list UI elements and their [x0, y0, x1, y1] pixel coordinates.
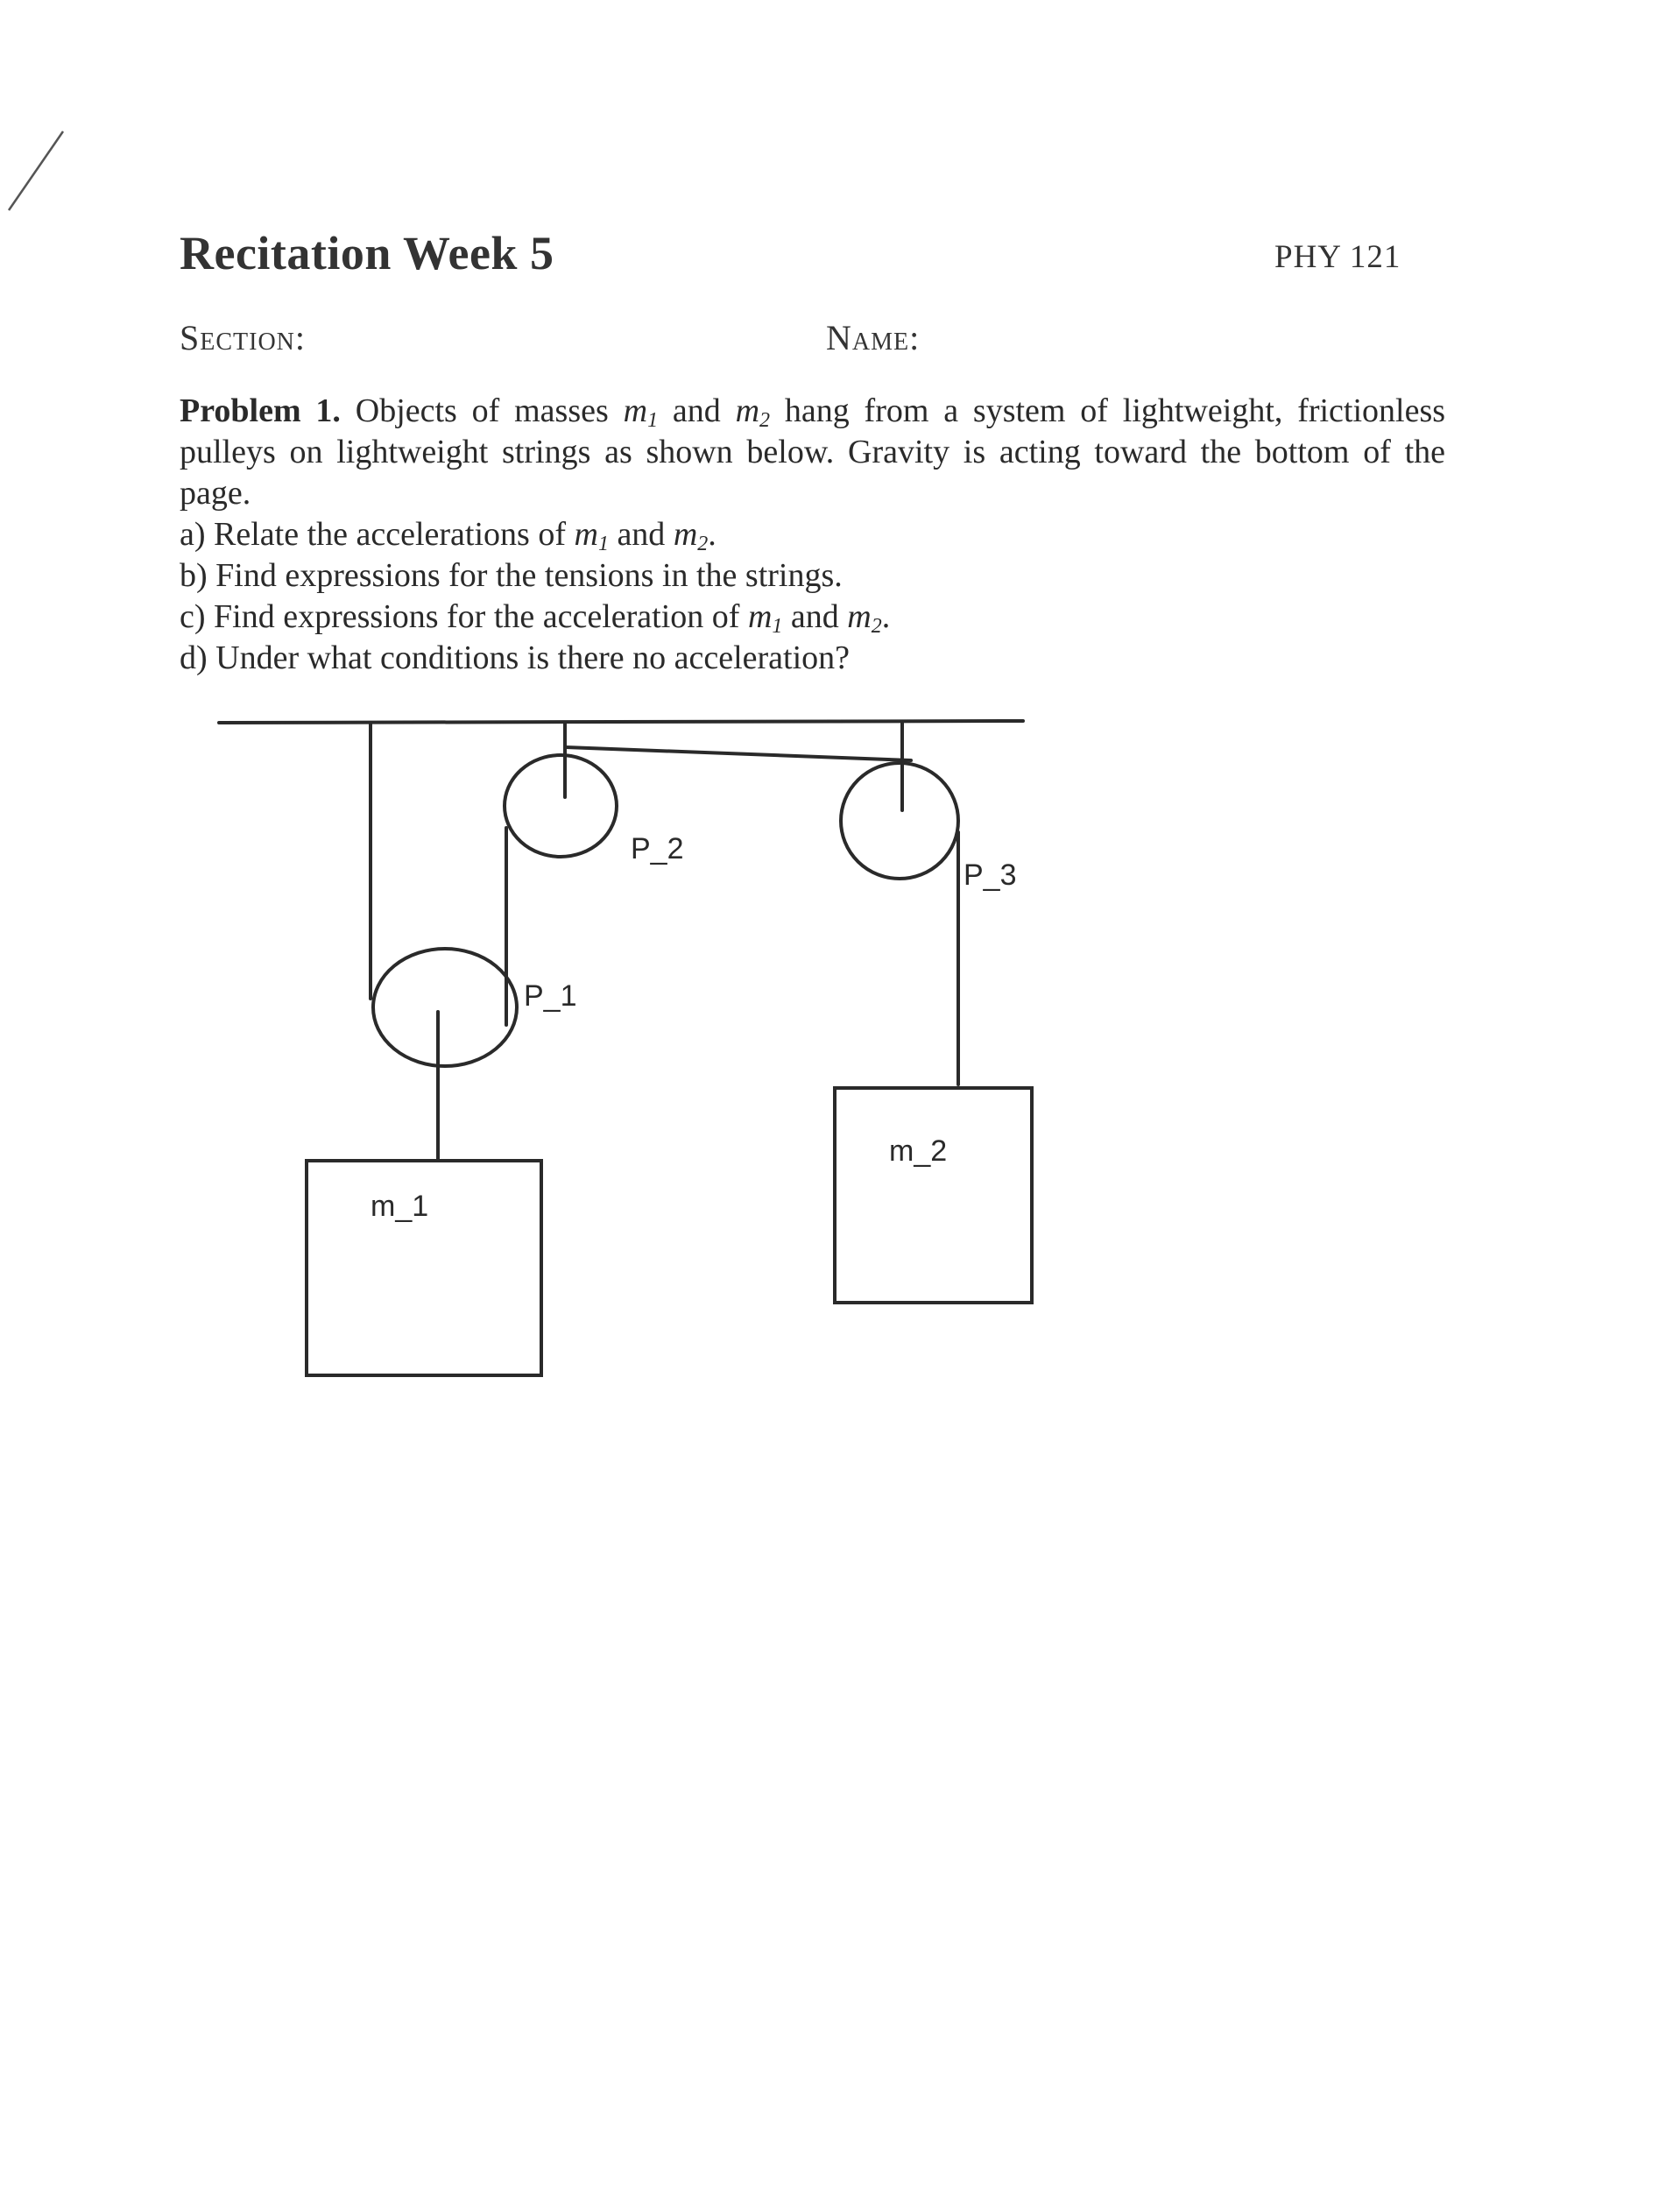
mass-2-box — [835, 1088, 1032, 1303]
part-c: c) Find expressions for the acceleration of $m_1$ and $m_2$. — [180, 598, 891, 638]
mass-symbol-m2: $m_2$ — [735, 392, 771, 432]
page-title: Recitation Week 5 — [180, 227, 554, 279]
name-label: Name: — [826, 318, 921, 357]
problem-label: Problem 1. — [180, 392, 341, 429]
part-d: d) Under what conditions is there no acceleration? — [180, 639, 850, 676]
intro-text-b: and — [672, 392, 721, 429]
mass-symbol-m1: $m_1$ — [623, 392, 659, 432]
mass-1-label: m_1 — [371, 1190, 429, 1223]
part-b: b) Find expressions for the tensions in the strings. — [180, 557, 843, 594]
part-a: a) Relate the accelerations of $m_1$ and $m_2$. — [180, 516, 716, 555]
pulley-1 — [373, 949, 517, 1066]
pulley-3 — [841, 763, 958, 879]
pulley-3-label: P_3 — [964, 858, 1017, 892]
pulley-1-label: P_1 — [524, 979, 577, 1013]
course-code: PHY 121 — [1274, 239, 1401, 275]
intro-text-a: Objects of masses — [355, 392, 609, 429]
section-label: Section: — [180, 318, 307, 357]
intro-text-c: hang from a system of lightweight, frictionless pulleys on lightweight strings as shown below. Gravity is acting toward the bottom of the page. — [180, 392, 1446, 512]
string-p2-to-p3 — [566, 747, 911, 760]
pulley-2-label: P_2 — [631, 832, 684, 865]
mass-2-label: m_2 — [889, 1134, 948, 1168]
pulley-2 — [505, 755, 617, 857]
